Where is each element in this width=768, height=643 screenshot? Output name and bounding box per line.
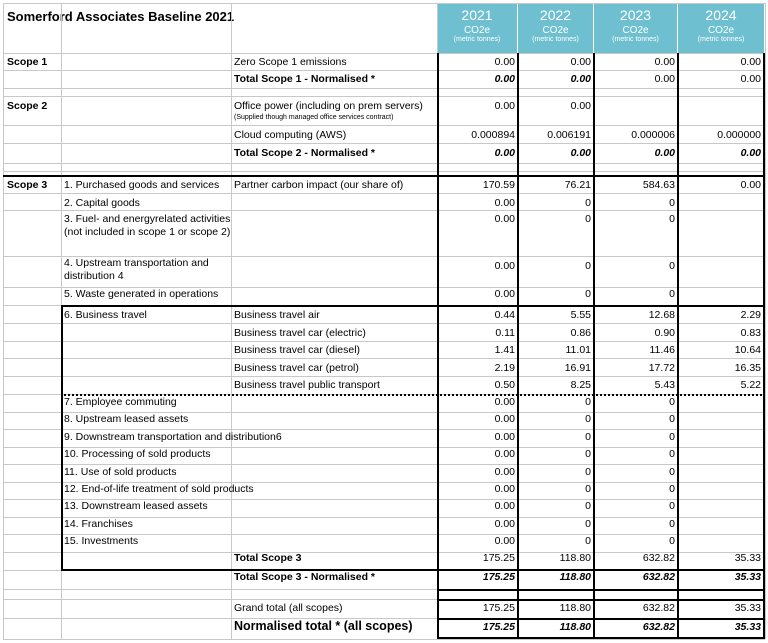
value-cell[interactable]: 0: [585, 197, 591, 209]
value-cell[interactable]: 0.00: [494, 73, 515, 85]
scope-1-label[interactable]: Scope 1: [7, 56, 48, 68]
category-2[interactable]: 2. Capital goods: [64, 197, 140, 209]
grid-row-line: [3, 341, 765, 342]
grid-col-line: [3, 3, 4, 639]
value-cell[interactable]: 0.83: [740, 326, 761, 339]
value-cell[interactable]: 2.29: [740, 309, 761, 321]
category-3[interactable]: 3. Fuel- and energyrelated activities (not included in scope 1 or scope 2): [64, 213, 231, 238]
partner-carbon-desc[interactable]: Partner carbon impact (our share of): [234, 179, 404, 191]
value-cell[interactable]: 175.25: [482, 621, 515, 633]
grid-row-line: [3, 143, 765, 144]
value-cell[interactable]: 0.44: [494, 309, 515, 321]
value-cell[interactable]: 16.91: [564, 361, 591, 374]
scope-2-total-desc[interactable]: Total Scope 2 - Normalised *: [234, 147, 376, 159]
value-cell[interactable]: 0: [669, 535, 675, 548]
value-cell[interactable]: 0: [669, 260, 675, 272]
value-cell[interactable]: 0: [585, 413, 591, 426]
year-label: 2022: [539, 7, 572, 23]
scope-3-normalised-desc[interactable]: Total Scope 3 - Normalised *: [234, 571, 376, 583]
value-cell[interactable]: 0: [585, 465, 591, 478]
header-2024[interactable]: [678, 3, 764, 53]
unit-label: CO2e: [542, 25, 569, 36]
value-cell[interactable]: 0: [585, 500, 591, 513]
grid-col-line: [437, 3, 438, 639]
grid-row-line: [3, 125, 765, 126]
value-cell[interactable]: 0.00: [494, 147, 515, 159]
value-cell[interactable]: 0: [669, 517, 675, 530]
value-cell[interactable]: 0: [669, 288, 675, 300]
category-row-label[interactable]: 10. Processing of sold products: [64, 448, 211, 461]
category-1[interactable]: 1. Purchased goods and services: [64, 179, 220, 191]
unit-sub-label: (metric tonnes): [612, 36, 659, 43]
grid-row-line: [3, 210, 765, 211]
value-cell[interactable]: 632.82: [642, 621, 675, 633]
category-5[interactable]: 5. Waste generated in operations: [64, 288, 219, 300]
value-cell[interactable]: 0.00: [570, 147, 591, 159]
value-cell[interactable]: 0.00: [494, 396, 515, 408]
value-cell[interactable]: 0.00: [494, 465, 515, 478]
value-cell[interactable]: 175.25: [482, 602, 515, 614]
value-cell[interactable]: 0.00: [494, 288, 515, 300]
value-cell[interactable]: 0: [585, 260, 591, 272]
value-cell[interactable]: 0: [585, 535, 591, 548]
grid-row-line: [3, 171, 765, 172]
value-cell[interactable]: 0.86: [570, 326, 591, 339]
category-4[interactable]: 4. Upstream transportation and distribution 4: [64, 257, 209, 282]
value-cell[interactable]: 0: [585, 288, 591, 300]
value-cell[interactable]: 0.11: [495, 326, 515, 339]
grid-row-line: [3, 163, 765, 164]
travel-divider: [61, 394, 765, 396]
grid-row-line: [3, 53, 765, 54]
value-cell[interactable]: 0: [669, 500, 675, 513]
sheet-title[interactable]: Somerford Associates Baseline 2021: [7, 9, 235, 24]
scope-1-row-desc[interactable]: Zero Scope 1 emissions: [234, 56, 347, 68]
value-cell[interactable]: 0.00: [494, 517, 515, 530]
grid-row-line: [3, 376, 765, 377]
value-cell[interactable]: 0.00: [494, 260, 515, 272]
grid-row-line: [3, 96, 765, 97]
grand-total-desc[interactable]: Grand total (all scopes): [234, 602, 343, 614]
scope-3-top-line: [3, 175, 765, 177]
business-travel-desc[interactable]: Business travel air: [234, 309, 320, 321]
value-cell[interactable]: 0.00: [740, 147, 761, 159]
value-cell[interactable]: 0.00: [494, 535, 515, 548]
cloud-computing-desc[interactable]: Cloud computing (AWS): [234, 129, 347, 141]
value-cell[interactable]: 0: [585, 396, 591, 408]
office-power-note: (Supplied though managed office services contract): [234, 114, 394, 121]
value-cell[interactable]: 175.25: [482, 571, 515, 583]
value-cell[interactable]: 0.50: [494, 379, 515, 391]
category-row-label[interactable]: 15. Investments: [64, 535, 139, 548]
scope-1-total-desc[interactable]: Total Scope 1 - Normalised *: [234, 73, 376, 85]
value-cell[interactable]: 17.72: [648, 361, 675, 374]
value-cell[interactable]: 0.00: [654, 147, 675, 159]
value-cell[interactable]: 2.19: [494, 361, 515, 374]
unit-label: CO2e: [707, 25, 735, 36]
value-cell[interactable]: 0: [669, 413, 675, 426]
scope-3-normalised-line: [437, 589, 765, 591]
value-cell[interactable]: 0.00: [494, 197, 515, 209]
value-cell[interactable]: 170.59: [482, 179, 515, 191]
value-cell[interactable]: 5.22: [740, 379, 761, 391]
value-cell[interactable]: 10.64: [734, 344, 761, 356]
value-cell[interactable]: 0.00: [740, 73, 761, 85]
value-cell[interactable]: 0.00: [494, 430, 515, 443]
year-label: 2023: [619, 7, 652, 23]
col-divider: [593, 53, 595, 599]
value-cell[interactable]: 0: [669, 448, 675, 461]
value-cell[interactable]: 35.33: [734, 621, 761, 633]
category-row-label[interactable]: 14. Franchises: [64, 517, 133, 530]
value-cell[interactable]: 0.00: [654, 73, 675, 85]
value-cell[interactable]: 632.82: [642, 571, 675, 583]
value-cell[interactable]: 0.00: [570, 73, 591, 85]
business-travel-desc[interactable]: Business travel public transport: [234, 379, 380, 391]
value-cell[interactable]: 11.46: [649, 344, 675, 356]
scope-3-label[interactable]: Scope 3: [7, 179, 48, 191]
value-cell[interactable]: 76.21: [564, 179, 591, 191]
value-cell[interactable]: 0: [585, 213, 591, 225]
scope-2-label[interactable]: Scope 2: [7, 100, 48, 112]
grid-row-line: [3, 639, 765, 640]
value-cell[interactable]: 118.80: [559, 621, 591, 633]
unit-label: CO2e: [622, 25, 649, 36]
value-cell[interactable]: 0.00: [494, 213, 515, 225]
value-cell[interactable]: 0.00: [740, 56, 761, 68]
grid-row-line: [3, 599, 765, 600]
header-2023[interactable]: [594, 3, 677, 53]
grid-row-line: [3, 70, 765, 71]
value-cell[interactable]: 35.33: [734, 602, 761, 614]
value-cell[interactable]: 11.01: [565, 344, 591, 356]
value-cell[interactable]: 0.00: [494, 500, 515, 513]
grand-total-divider: [437, 618, 765, 620]
value-cell[interactable]: 0.90: [654, 326, 675, 339]
col-divider: [517, 53, 519, 599]
grid-row-line: [3, 88, 765, 89]
value-cell[interactable]: 118.80: [559, 571, 591, 583]
unit-sub-label: (metric tonnes): [697, 36, 745, 43]
value-cell[interactable]: 0.000006: [631, 129, 675, 141]
category-row-label[interactable]: 8. Upstream leased assets: [64, 413, 189, 426]
business-travel-desc[interactable]: Business travel car (petrol): [234, 361, 359, 374]
category-row-label[interactable]: 9. Downstream transportation and distribution6: [64, 430, 282, 443]
value-cell[interactable]: 0.00: [570, 56, 591, 68]
category-row-label[interactable]: 7. Employee commuting: [64, 396, 177, 408]
value-cell[interactable]: 0.000000: [717, 129, 761, 141]
value-cell[interactable]: 584.63: [642, 179, 675, 191]
value-cell[interactable]: 0: [669, 430, 675, 443]
year-label: 2021: [461, 7, 493, 23]
col-divider: [677, 53, 679, 599]
normalised-total-desc[interactable]: Normalised total * (all scopes): [234, 619, 413, 633]
grid-row-line: [3, 3, 765, 4]
emissions-spreadsheet: [3, 3, 765, 640]
value-cell[interactable]: 0.006191: [547, 129, 591, 141]
value-cell[interactable]: 8.25: [570, 379, 591, 391]
value-cell[interactable]: 0.00: [654, 56, 675, 68]
value-cell[interactable]: 35.33: [734, 571, 761, 583]
value-cell[interactable]: 175.25: [482, 552, 515, 564]
value-cell[interactable]: 5.55: [570, 309, 591, 321]
value-cell[interactable]: 0.00: [494, 483, 515, 495]
value-cell[interactable]: 632.82: [642, 552, 675, 564]
year-label: 2024: [705, 7, 737, 23]
value-cell[interactable]: 632.82: [642, 602, 675, 614]
office-power-desc[interactable]: Office power (including on prem servers): [234, 100, 423, 112]
value-cell[interactable]: 16.35: [734, 361, 761, 374]
value-cell[interactable]: 0.00: [570, 100, 591, 112]
value-cell[interactable]: 12.68: [648, 309, 675, 321]
grid-row-line: [3, 323, 765, 324]
business-travel-desc[interactable]: Business travel car (diesel): [234, 344, 361, 356]
business-travel-desc[interactable]: Business travel car (electric): [234, 326, 366, 339]
unit-label: CO2e: [463, 25, 491, 36]
header-2021[interactable]: [437, 3, 517, 53]
value-cell[interactable]: 1.41: [494, 344, 515, 356]
scope-3-total-desc[interactable]: Total Scope 3: [234, 552, 302, 564]
grid-col-line: [765, 3, 766, 639]
category-row-label[interactable]: 13. Downstream leased assets: [64, 500, 208, 513]
grid-row-line: [3, 305, 765, 306]
value-cell[interactable]: 0.00: [494, 448, 515, 461]
value-cell[interactable]: 0.000894: [471, 129, 515, 141]
category-row-label[interactable]: 11. Use of sold products: [64, 465, 177, 478]
value-cell[interactable]: 0: [669, 396, 675, 408]
category-6-business-travel[interactable]: 6. Business travel: [64, 309, 147, 321]
grid-row-line: [3, 193, 765, 194]
value-cell[interactable]: 0: [585, 517, 591, 530]
header-2022[interactable]: [518, 3, 593, 53]
value-cell[interactable]: 0: [585, 430, 591, 443]
grid-col-line: [231, 3, 232, 639]
value-cell[interactable]: 35.33: [734, 552, 761, 564]
value-cell[interactable]: 118.80: [559, 602, 591, 614]
value-cell[interactable]: 0: [669, 197, 675, 209]
value-cell[interactable]: 0: [585, 448, 591, 461]
unit-sub-label: (metric tonnes): [453, 36, 501, 43]
value-cell[interactable]: 5.43: [654, 379, 675, 391]
value-cell[interactable]: 0: [669, 483, 675, 495]
category-row-label[interactable]: 12. End-of-life treatment of sold products: [64, 483, 254, 495]
value-cell[interactable]: 0: [585, 483, 591, 495]
grid-row-line: [3, 358, 765, 359]
grid-col-line: [61, 3, 62, 639]
value-cell[interactable]: 0.00: [494, 100, 515, 112]
value-cell[interactable]: 118.80: [559, 552, 591, 564]
value-cell[interactable]: 0.00: [740, 179, 761, 191]
value-cell[interactable]: 0: [669, 465, 675, 478]
unit-sub-label: (metric tonnes): [532, 36, 579, 43]
value-cell[interactable]: 0.00: [494, 413, 515, 426]
value-cell[interactable]: 0.00: [494, 56, 515, 68]
value-cell[interactable]: 0: [669, 213, 675, 225]
